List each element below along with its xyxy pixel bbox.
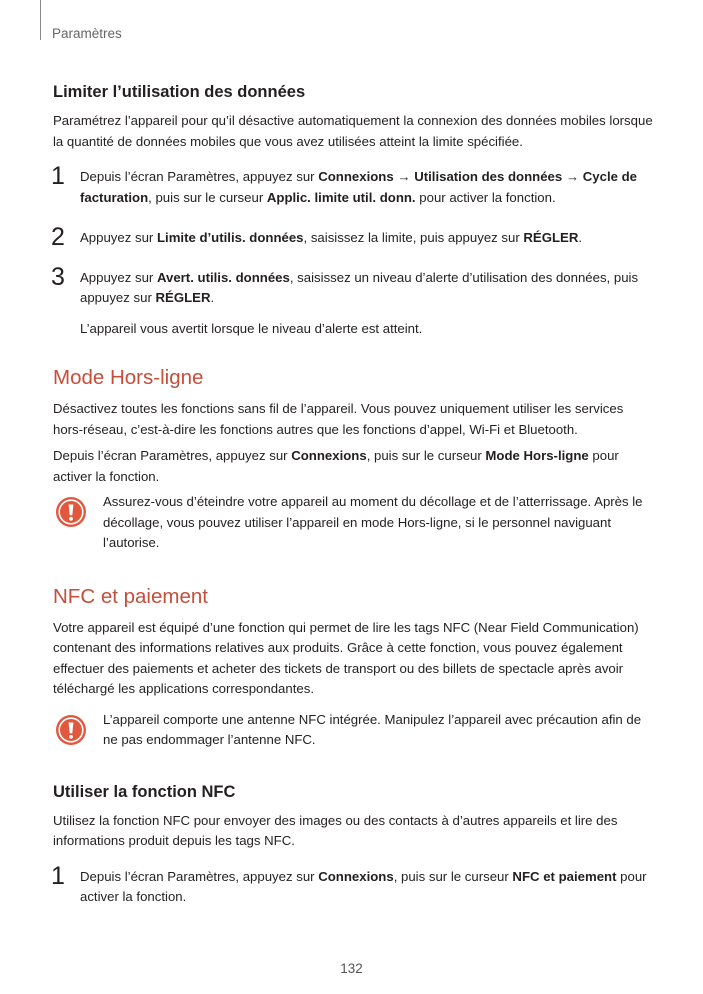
caution-icon [55, 496, 87, 528]
menu-term-data-usage: Utilisation des données [414, 169, 563, 184]
subsection-title-data-limit: Limiter l’utilisation des données [53, 83, 306, 101]
data-limit-step-1 [51, 162, 653, 208]
step-text: Depuis l’écran Paramètres, appuyez sur [80, 169, 319, 184]
menu-term-airplane-mode: Mode Hors-ligne [485, 448, 589, 463]
use-nfc-intro: Utilisez la fonction NFC pour envoyer des images ou des contacts à d’autres appareils et lire des informations produit depuis les tags NFC. [53, 812, 618, 848]
step-text: , puis sur le curseur [148, 189, 267, 205]
step-text: . [578, 230, 583, 245]
step-text: . [210, 290, 215, 305]
airplane-intro: Désactivez toutes les fonctions sans fil de l’appareil. Vous pouvez uniquement utiliser les services hors-réseau, c’est-à-dire les fonctions autres que les fonctions d’appel, Wi-Fi et Bluetooth. [53, 401, 624, 437]
menu-term-nfc-payment: NFC et paiement [512, 868, 617, 884]
step-text: Appuyez sur [80, 230, 157, 245]
step-text: → [562, 169, 583, 184]
header-divider [40, 0, 41, 40]
step-number: 2 [51, 223, 65, 251]
step-text: → [393, 169, 415, 184]
menu-term-limit: Limite d’utilis. données [156, 230, 304, 245]
menu-term-limit-switch: Applic. limite util. donn. [266, 189, 416, 205]
section-title-airplane-mode: Mode Hors-ligne [53, 366, 204, 389]
caution-text: Assurez-vous d’éteindre votre appareil au moment du décollage et de l’atterrissage. Après le décollage, vous pouvez utiliser l’appareil en mode Hors-ligne, si le personnel naviguant l’autorise. [103, 494, 643, 550]
menu-term-warning: Avert. utilis. données [156, 269, 290, 285]
step-number: 1 [51, 162, 65, 190]
paragraph-text: pour activer la fonction. [53, 448, 619, 484]
page-number: 132 [340, 961, 363, 976]
airplane-instructions [53, 446, 653, 487]
step-text: pour activer la fonction. [415, 189, 556, 205]
airplane-caution [53, 492, 653, 554]
caution-text: L’appareil comporte une antenne NFC intégrée. Manipulez l’appareil avec précaution afin de ne pas endommager l’antenne NFC. [103, 711, 642, 747]
subsection-title-use-nfc: Utiliser la fonction NFC [53, 782, 236, 801]
menu-term-connexions: Connexions [318, 169, 394, 184]
menu-term-billing-cycle: Cycle de facturation [80, 169, 637, 205]
step-text: Appuyez sur [80, 269, 157, 285]
use-nfc-step-1 [51, 861, 653, 908]
step-text: , saisissez la limite, puis appuyez sur [303, 230, 524, 245]
menu-term-set: RÉGLER [523, 230, 579, 245]
data-limit-intro: Paramétrez l’appareil pour qu’il désactive automatiquement la connexion des données mobiles lorsque la quantité de données mobiles que vous avez utilisées atteint la limite spécifiée. [53, 113, 653, 149]
menu-term-set: RÉGLER [155, 290, 211, 305]
page-content [53, 83, 653, 908]
step-text: , puis sur le curseur [393, 868, 513, 884]
data-limit-step-3 [51, 262, 653, 309]
menu-term-connexions: Connexions [291, 448, 367, 463]
paragraph-text: , puis sur le curseur [366, 448, 486, 463]
step-number: 1 [51, 861, 65, 890]
step-text: Depuis l’écran Paramètres, appuyez sur [80, 868, 319, 884]
step-text: pour activer la fonction. [80, 868, 647, 904]
nfc-intro: Votre appareil est équipé d’une fonction qui permet de lire les tags NFC (Near Field Communication) contenant des informations relatives aux produits. Grâce à cette fonction, vous pouvez également effectuer des paiements et acheter des tickets de transport ou des billets de spectacle après avoir téléchargé les applications correspondantes. [53, 619, 639, 696]
paragraph-text: Depuis l’écran Paramètres, appuyez sur [53, 448, 292, 463]
data-limit-step-3-note: L’appareil vous avertit lorsque le niveau d’alerte est atteint. [80, 320, 423, 336]
section-title-nfc: NFC et paiement [53, 584, 208, 608]
step-number: 3 [51, 262, 65, 291]
nfc-caution [53, 710, 653, 751]
step-text: , saisissez un niveau d’alerte d’utilisation des données, puis appuyez sur [80, 269, 639, 305]
running-header: Paramètres [52, 26, 122, 41]
data-limit-step-2 [51, 223, 653, 251]
menu-term-connexions: Connexions [318, 868, 394, 884]
caution-icon [55, 714, 87, 746]
